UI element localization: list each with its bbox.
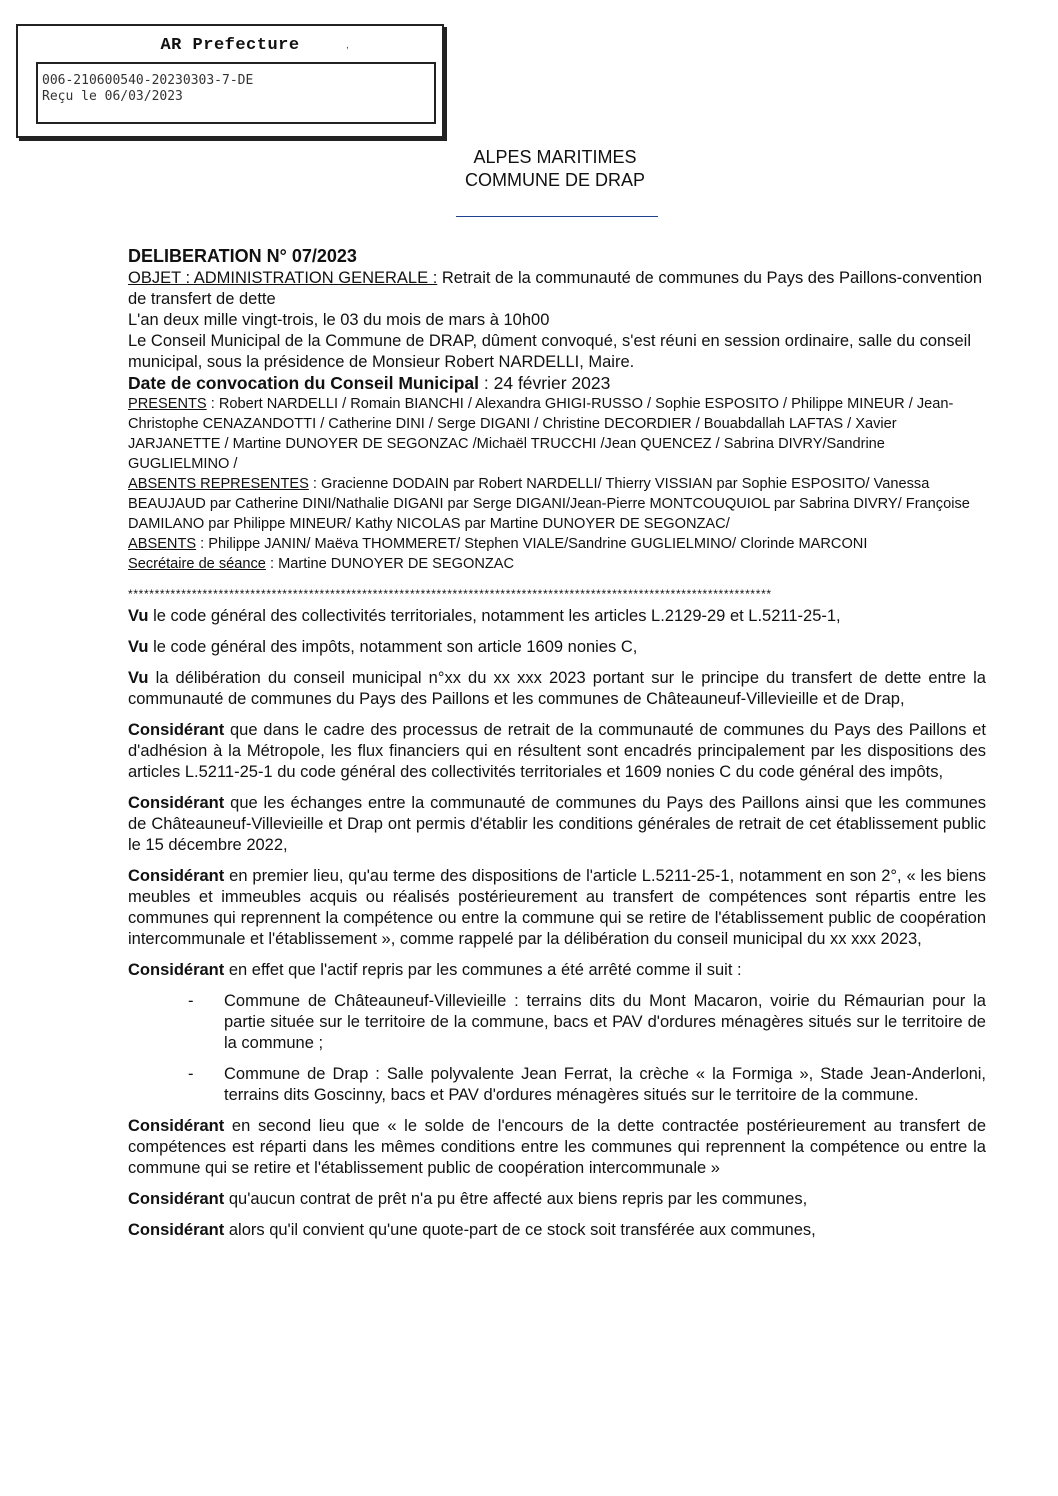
considerant-lead: Considérant [128, 794, 225, 812]
considerant-text: en premier lieu, qu'au terme des dispositions de l'article L.5211-25-1, notamment en son 2°, « les biens meubles et immeubles acquis ou réalisés postérieurement au transfert de compétences sont répartis entre les communes qui reprennent la compétence ou entre la commune qui se retire de l'établissement public de coopération intercommunale et l'établissement », comme rappelé par la délibération du conseil municipal du xx xxx 2023, [128, 867, 986, 948]
considerant-text: que les échanges entre la communauté de communes du Pays des Paillons ainsi que les communes de Châteauneuf-Villevieille et Drap ont permis d'établir les conditions générales de retrait de cet établissement public le 15 décembre 2022, [128, 794, 986, 854]
deliberation-title: DELIBERATION N° 07/2023 [128, 246, 357, 266]
stamp-title: AR Prefecture [160, 36, 300, 55]
considerant-text: en second lieu que « le solde de l'encours de la dette contractée postérieurement au transfert de compétences est réparti dans les mêmes conditions entre les communes qui reprennent la compétence ou entre la commune qui se retire et l'établissement public de coopération intercommunale » [128, 1117, 986, 1177]
considerant-paragraph-1 [128, 720, 986, 783]
list-dash: - [188, 1065, 194, 1083]
secretary-name: : Martine DUNOYER DE SEGONZAC [265, 556, 515, 572]
objet-label: OBJET : ADMINISTRATION GENERALE : [128, 269, 438, 287]
visa-lead: Vu [128, 607, 149, 625]
convocation-line [128, 373, 986, 394]
visa-paragraph-2 [128, 637, 986, 658]
represented-line [128, 474, 986, 534]
visa-text: le code général des impôts, notamment son article 1609 nonies C, [148, 638, 638, 656]
secretary-line [128, 554, 986, 574]
considerant-paragraph-6 [128, 1189, 986, 1210]
asterisk-separator: ************************************************************************************************************************* [128, 587, 772, 601]
session-line: Le Conseil Municipal de la Commune de DRAP, dûment convoqué, s'est réuni en session ordinaire, salle du conseil municipal, sous la présidence de Monsieur Robert NARDELLI, Maire. [128, 332, 971, 371]
stamp-reference-number: 006-210600540-20230303-7-DE [42, 73, 254, 88]
considerant-lead: Considérant [128, 1221, 225, 1239]
list-dash: - [188, 992, 194, 1010]
considerant-text: en effet que l'actif repris par les communes a été arrêté comme il suit : [224, 961, 742, 979]
visa-lead: Vu [128, 669, 149, 687]
header-divider [456, 216, 658, 217]
considerant-text: alors qu'il convient qu'une quote-part de ce stock soit transférée aux communes, [224, 1221, 816, 1239]
objet-line [128, 268, 986, 310]
list-item-text: Commune de Châteauneuf-Villevieille : terrains dits du Mont Macaron, voirie du Rémaurian pour la partie située sur le territoire de la commune, bacs et PAV d'ordures ménagères situés sur le territoire de la commune ; [224, 992, 986, 1052]
considerant-text: qu'aucun contrat de prêt n'a pu être affecté aux biens repris par les communes, [224, 1190, 808, 1208]
considerant-paragraph-5 [128, 1116, 986, 1179]
commune-name: COMMUNE DE DRAP [464, 170, 645, 190]
presents-label: PRESENTS [128, 396, 207, 412]
date-line: L'an deux mille vingt-trois, le 03 du mois de mars à 10h00 [128, 311, 550, 329]
visa-paragraph-1 [128, 606, 986, 627]
visa-text: la délibération du conseil municipal n°xx du xx xxx 2023 portant sur le principe du transfert de dette entre la communauté de communes du Pays des Paillons et les communes de Châteauneuf-Villevieille et de Drap, [128, 669, 986, 708]
list-item [128, 1064, 986, 1106]
absents-list: : Philippe JANIN/ Maëva THOMMERET/ Stephen VIALE/Sandrine GUGLIELMINO/ Clorinde MARCONI [196, 536, 868, 552]
considerant-lead: Considérant [128, 1117, 225, 1135]
presents-line [128, 394, 986, 474]
represented-list: : Gracienne DODAIN par Robert NARDELLI/ Thierry VISSIAN par Sophie ESPOSITO/ Vanessa BEAUJAUD par Catherine DINI/Nathalie DIGANI par Serge DIGANI/Jean-Pierre MONTCOUQUIOL par Sabrina DIVRY/ Françoise DAMILANO par Philippe MINEUR/ Kathy NICOLAS par Martine DUNOYER DE SEGONZAC/ [128, 476, 970, 532]
department-name: ALPES MARITIMES [473, 147, 637, 167]
ar-prefecture-stamp [16, 24, 444, 138]
considerant-lead: Considérant [128, 721, 225, 739]
document-header [0, 146, 1058, 192]
visa-text: le code général des collectivités territoriales, notamment les articles L.2129-29 et L.5211-25-1, [148, 607, 841, 625]
stamp-mark: , [346, 40, 349, 51]
visa-lead: Vu [128, 638, 149, 656]
considerant-paragraph-3 [128, 866, 986, 950]
considerant-lead: Considérant [128, 1190, 225, 1208]
considerant-paragraph-7 [128, 1220, 986, 1241]
absents-line [128, 534, 986, 554]
considerant-paragraph-2 [128, 793, 986, 856]
convocation-label: Date de convocation du Conseil Municipal [128, 373, 480, 393]
asset-list [128, 991, 986, 1106]
list-item-text: Commune de Drap : Salle polyvalente Jean Ferrat, la crèche « la Formiga », Stade Jean-Anderloni, terrains dits Goscinny, bacs et PAV d'ordures ménagères situés sur le territoire de la commune. [224, 1065, 986, 1104]
convocation-date: : 24 février 2023 [479, 373, 611, 393]
absents-label: ABSENTS [128, 536, 197, 552]
represented-label: ABSENTS REPRESENTES [128, 476, 309, 492]
considerant-text: que dans le cadre des processus de retrait de la communauté de communes du Pays des Paillons et d'adhésion à la Métropole, les flux financiers qui en résultent sont encadrés principalement par les dispositions des articles L.5211-25-1 du code général des collectivités territoriales et 1609 nonies C du code général des impôts, [128, 721, 986, 781]
list-item [128, 991, 986, 1054]
considerant-paragraph-4 [128, 960, 986, 981]
secretary-label: Secrétaire de séance [128, 556, 266, 572]
objet-text: Retrait de la communauté de communes du Pays des Paillons-convention de transfert de dette [128, 269, 983, 308]
presents-list: : Robert NARDELLI / Romain BIANCHI / Alexandra GHIGI-RUSSO / Sophie ESPOSITO / Philippe MINEUR / Jean-Christophe CENAZANDOTTI / Catherine DINI / Serge DIGANI / Christine DECORDIER / Bouabdallah LAFTAS / Xavier JARJANETTE / Martine DUNOYER DE SEGONZAC /Michaël TRUCCHI /Jean QUENCEZ / Sabrina DIVRY/Sandrine GUGLIELMINO / [128, 396, 954, 472]
deliberation-content [128, 245, 986, 1251]
stamp-received-date: Reçu le 06/03/2023 [42, 89, 183, 104]
stamp-reference-box [36, 62, 436, 124]
considerant-lead: Considérant [128, 961, 225, 979]
visa-paragraph-3 [128, 668, 986, 710]
considerant-lead: Considérant [128, 867, 225, 885]
